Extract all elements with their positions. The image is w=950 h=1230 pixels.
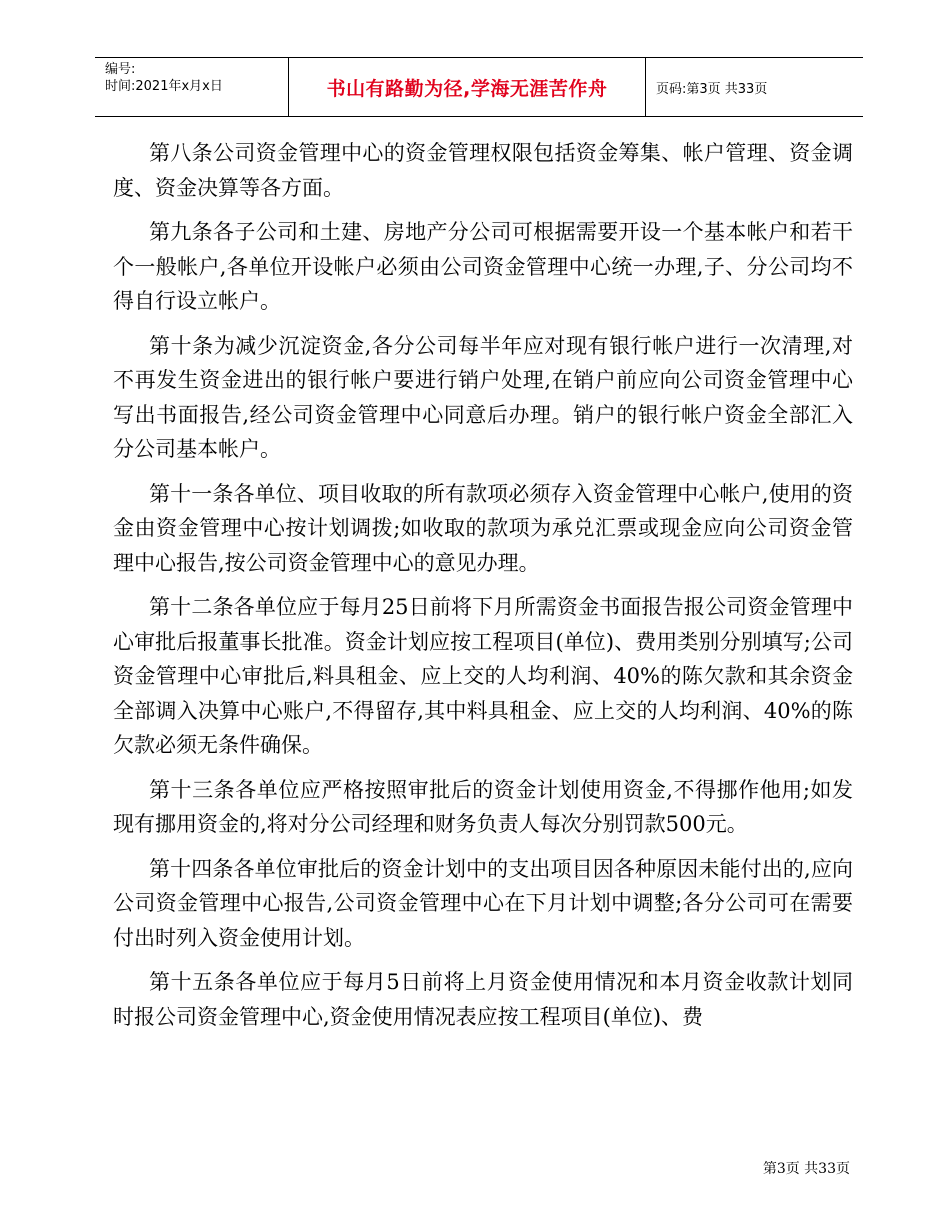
- document-time-label: 时间:2021年x月x日: [105, 79, 223, 94]
- article-11: 第十一条各单位、项目收取的所有款项必须存入资金管理中心帐户,使用的资金由资金管理中心按计划调拨;如收取的款项为承兑汇票或现金应向公司资金管理中心报告,按公司资金管理中心的意见办理。: [113, 481, 853, 575]
- header-page-info: 页码:第3页 共33页: [656, 81, 768, 97]
- article-9: 第九条各子公司和土建、房地产分公司可根据需要开设一个基本帐户和若干个一般帐户,各单位开设帐户必须由公司资金管理中心统一办理,子、分公司均不得自行设立帐户。: [113, 220, 853, 313]
- page-header: [95, 57, 863, 117]
- header-motto: 书山有路勤为径,学海无涯苦作舟: [288, 58, 646, 116]
- article-8: 第八条公司资金管理中心的资金管理权限包括资金筹集、帐户管理、资金调度、资金决算等各方面。: [113, 141, 853, 200]
- article-12: 第十二条各单位应于每月25日前将下月所需资金书面报告报公司资金管理中心审批后报董事长批准。资金计划应按工程项目(单位)、费用类别分别填写;公司资金管理中心审批后,料具租金、应上交的人均利润、40%的陈欠款和其余资金全部调入决算中心账户,不得留存,其中料具租金、应上交的人均利润、40%的陈欠款必须无条件确保。: [113, 595, 853, 757]
- article-10: 第十条为减少沉淀资金,各分公司每半年应对现有银行帐户进行一次清理,对不再发生资金进出的银行帐户要进行销户处理,在销户前应向公司资金管理中心写出书面报告,经公司资金管理中心同意后办理。销户的银行帐户资金全部汇入分公司基本帐户。: [113, 333, 853, 461]
- article-15: 第十五条各单位应于每月5日前将上月资金使用情况和本月资金收款计划同时报公司资金管理中心,资金使用情况表应按工程项目(单位)、费: [113, 970, 853, 1029]
- article-14: 第十四条各单位审批后的资金计划中的支出项目因各种原因未能付出的,应向公司资金管理中心报告,公司资金管理中心在下月计划中调整;各分公司可在需要付出时列入资金使用计划。: [113, 856, 853, 950]
- document-number-label: 编号:: [105, 62, 136, 77]
- article-13: 第十三条各单位应严格按照审批后的资金计划使用资金,不得挪作他用;如发现有挪用资金的,将对分公司经理和财务负责人每次分别罚款500元。: [113, 777, 853, 836]
- document-body: [113, 136, 853, 1044]
- header-meta: [95, 58, 288, 116]
- page-footer: 第3页 共33页: [762, 1161, 850, 1177]
